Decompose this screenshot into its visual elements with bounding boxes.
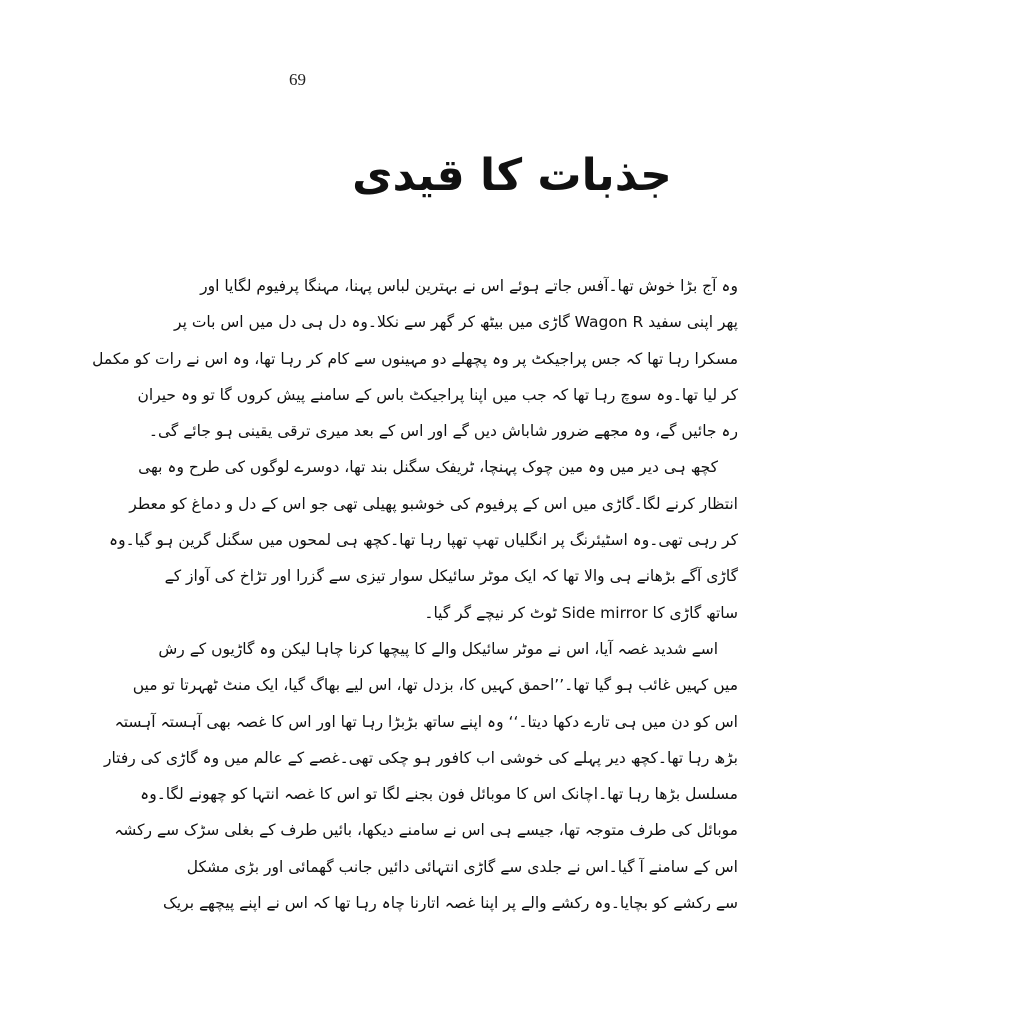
text-line: اس کو دن میں ہی تارے دکھا دیتا۔‘‘ وہ اپنے ساتھ بڑبڑا رہا تھا اور اس کا غصہ بھی آہستہ آہستہ [114,712,738,731]
text-line: موبائل کی طرف متوجہ تھا، جیسے ہی اس نے سامنے دیکھا، بائیں طرف کے بغلی سڑک سے رکشہ [114,821,738,840]
text-line: اس کے سامنے آ گیا۔اس نے جلدی سے گاڑی انتہائی دائیں جانب گھمائی اور بڑی مشکل [186,857,738,876]
text-line: مسلسل بڑھا رہا تھا۔اچانک اس کا موبائل فون بجنے لگا تو اس کا غصہ انتہا کو چھونے لگا۔وہ [140,785,738,804]
text-line: سے رکشے کو بچایا۔وہ رکشے والے پر اپنا غصہ اتارنا چاہ رہا تھا کہ اس نے اپنے پیچھے بریک [163,894,738,913]
text-line: ساتھ گاڑی کا Side mirror ٹوٹ کر نیچے گر گیا۔ [424,603,738,622]
text-line: کر رہی تھی۔وہ اسٹیئرنگ پر انگلیاں تھپ تھپا رہا تھا۔کچھ ہی لمحوں میں سگنل گرین ہو گیا۔وہ [109,531,738,550]
text-line: رہ جائیں گے، وہ مجھے ضرور شاباش دیں گے اور اس کے بعد میری ترقی یقینی ہو جائے گی۔ [148,422,738,441]
text-line: پھر اپنی سفید Wagon R گاڑی میں بیٹھ کر گھر سے نکلا۔وہ دل ہی دل میں اس بات پر [174,313,738,332]
text-line: بڑھ رہا تھا۔کچھ دیر پہلے کی خوشی اب کافور ہو چکی تھی۔غصے کے عالم میں وہ گاڑی کی رفتار [103,748,738,767]
text-line: گاڑی آگے بڑھانے ہی والا تھا کہ ایک موٹر سائیکل سوار تیزی سے گزرا اور تڑاخ کی آواز کے [164,567,738,586]
page-number: 69 [289,70,306,89]
text-line: کچھ ہی دیر میں وہ مین چوک پہنچا، ٹریفک سگنل بند تھا، دوسرے لوگوں کی طرح وہ بھی [138,458,718,477]
text-line: کر لیا تھا۔وہ سوچ رہا تھا کہ جب میں اپنا پراجیکٹ باس کے سامنے پیش کروں گا تو وہ حیران [137,385,738,404]
text-line: انتظار کرنے لگا۔گاڑی میں اس کے پرفیوم کی خوشبو پھیلی تھی جو اس کے دل و دماغ کو معطر [129,494,738,513]
page-title: جذبات کا قیدی [352,150,672,201]
text-line: اسے شدید غصہ آیا، اس نے موٹر سائیکل والے کا پیچھا کرنا چاہا لیکن وہ گاڑیوں کے رش [158,639,718,658]
text-line: مسکرا رہا تھا کہ جس پراجیکٹ پر وہ پچھلے دو مہینوں سے کام کر رہا تھا، وہ اس نے رات کو مکمل [92,349,738,368]
body-text [92,268,738,921]
text-line: وہ آج بڑا خوش تھا۔آفس جاتے ہوئے اس نے بہترین لباس پہنا، مہنگا پرفیوم لگایا اور [200,277,738,295]
text-line: میں کہیں غائب ہو گیا تھا۔’’احمق کہیں کا، بزدل تھا، اس لیے بھاگ گیا، ایک منٹ ٹھہرتا تو میں [132,676,738,695]
